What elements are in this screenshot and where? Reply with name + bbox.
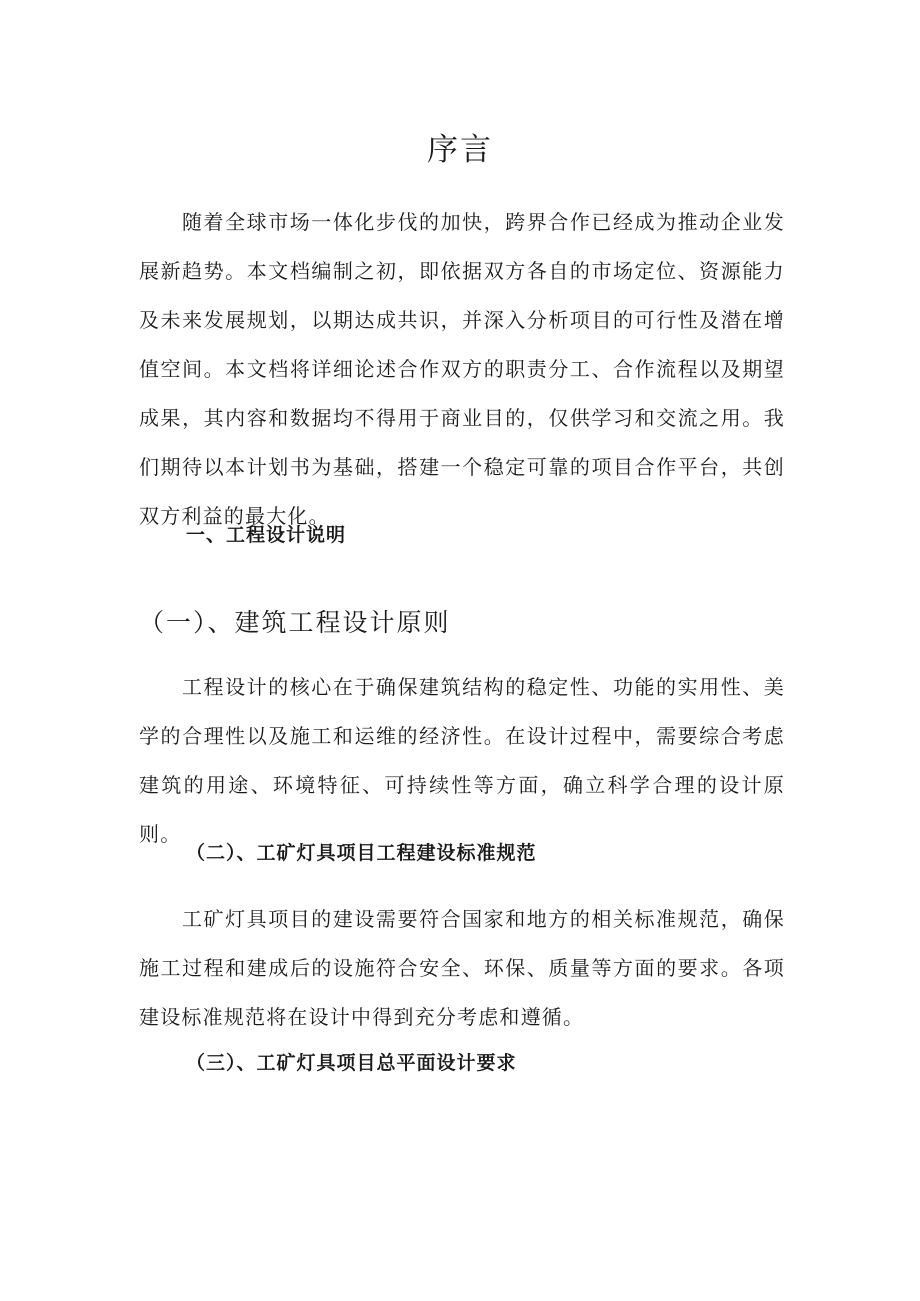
page-title: 序言 — [427, 132, 493, 168]
subsection-heading-site-plan-requirements: （三）、工矿灯具项目总平面设计要求 — [186, 1052, 517, 1074]
subsection-heading-construction-standards: （二）、工矿灯具项目工程建设标准规范 — [186, 842, 537, 864]
section-heading-design-description: 一、工程设计说明 — [186, 524, 347, 546]
subsection-heading-design-principles: （一）、建筑工程设计原则 — [139, 608, 451, 637]
construction-standards-paragraph: 工矿灯具项目的建设需要符合国家和地方的相关标准规范，确保施工过程和建成后的设施符合安全、环保、质量等方面的要求。各项建设标准规范将在设计中得到充分考虑和遵循。 — [139, 907, 785, 1029]
intro-paragraph: 随着全球市场一体化步伐的加快，跨界合作已经成为推动企业发展新趋势。本文档编制之初，即依据双方各自的市场定位、资源能力及未来发展规划，以期达成共识，并深入分析项目的可行性及潜在增值空间。本文档将详细论述合作双方的职责分工、合作流程以及期望成果，其内容和数据均不得用于商业目的，仅供学习和交流之用。我们期待以本计划书为基础，搭建一个稳定可靠的项目合作平台，共创双方利益的最大化。 — [139, 210, 785, 528]
design-principles-paragraph: 工程设计的核心在于确保建筑结构的稳定性、功能的实用性、美学的合理性以及施工和运维的经济性。在设计过程中，需要综合考虑建筑的用途、环境特征、可持续性等方面，确立科学合理的设计原则。 — [139, 675, 785, 846]
